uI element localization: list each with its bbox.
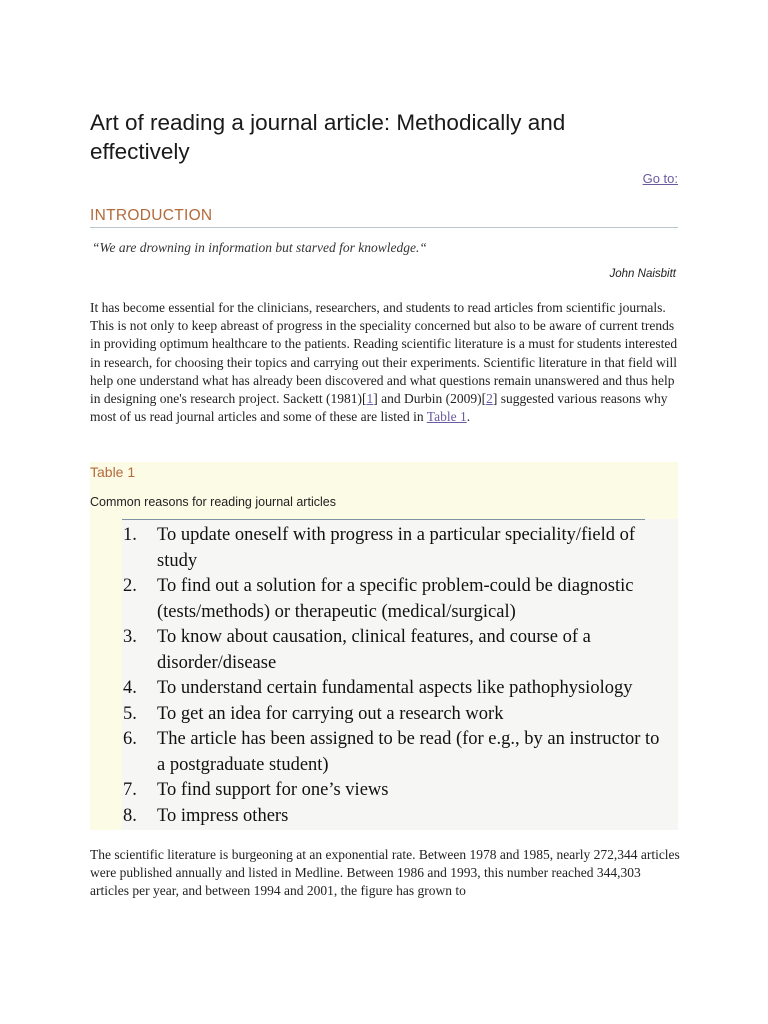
reason-item xyxy=(122,804,662,830)
epigraph-author: John Naisbitt xyxy=(609,268,676,280)
epigraph-quote: “We are drowning in information but starved for knowledge.“ xyxy=(92,240,427,255)
reasons-list xyxy=(122,523,662,829)
reason-item xyxy=(122,625,662,676)
goto-link[interactable]: Go to: xyxy=(642,171,678,186)
reason-item xyxy=(122,778,662,804)
intro-paragraph-2: The scientific literature is burgeoning at an exponential rate. Between 1978 and 1985, nearly 272,344 articles were published annually and listed in Medline. Between 1986 and 1993, this number reached 344,303 articles per year, and between 1994 and 2001, the figure has grown to xyxy=(90,847,680,899)
reason-text: To impress others xyxy=(157,805,289,826)
reason-number: 4. xyxy=(123,678,137,698)
reason-item xyxy=(122,702,662,728)
reason-number: 8. xyxy=(123,805,137,826)
reason-number: 7. xyxy=(123,780,137,800)
reason-item xyxy=(122,574,662,625)
para1-text-d: . xyxy=(466,409,471,425)
para1-text-b: ] and Durbin (2009)[ xyxy=(373,391,487,407)
table-label: Table 1 xyxy=(90,464,136,480)
reason-number: 1. xyxy=(123,525,137,545)
section-heading-introduction: INTRODUCTION xyxy=(90,207,678,228)
reference-link-2[interactable]: 2 xyxy=(486,391,493,407)
intro-paragraph-1 xyxy=(90,299,680,426)
para1-text-a: It has become essential for the clinicians, researchers, and students to read articles from scientific journals. This is not only to keep abreast of progress in the speciality concerned but also to be aware of current trends in providing optimum healthcare to the patients. Reading scientific literature is a must for students interested in research, for choosing their topics and carrying out their experiments. Scientific literature in that field will help one understand what has already been discovered and what questions remain unanswered and thus help in designing one's research project. Sackett (1981)[ xyxy=(90,300,678,407)
reason-text: To understand certain fundamental aspects like pathophysiology xyxy=(157,678,633,698)
reason-number: 3. xyxy=(123,627,137,647)
table-1-box xyxy=(90,462,678,830)
reason-text: To find out a solution for a specific problem-could be diagnostic (tests/methods) or therapeutic (medical/surgical) xyxy=(157,576,634,622)
table-1-image[interactable] xyxy=(122,519,678,830)
reason-text: To know about causation, clinical features, and course of a disorder/disease xyxy=(157,627,591,673)
para1-text-c: ] suggested various reasons why most of us read journal articles and some of these are listed in xyxy=(90,391,668,425)
reason-text: To get an idea for carrying out a research work xyxy=(157,703,504,724)
table-1-link[interactable]: Table 1 xyxy=(426,409,467,425)
reason-text: The article has been assigned to be read (for e.g., by an instructor to a postgraduate student) xyxy=(157,729,660,775)
reason-item xyxy=(122,676,662,702)
reason-item xyxy=(122,727,662,778)
article-title: Art of reading a journal article: Methodically and effectively xyxy=(90,110,566,164)
reason-number: 5. xyxy=(123,703,137,724)
table-caption: Common reasons for reading journal articles xyxy=(90,495,336,509)
reason-item xyxy=(122,523,662,574)
reason-text: To update oneself with progress in a particular speciality/field of study xyxy=(157,525,636,571)
reason-text: To find support for one’s views xyxy=(157,780,389,800)
reason-number: 6. xyxy=(123,729,137,749)
table-top-rule xyxy=(122,519,645,520)
reference-link-1[interactable]: 1 xyxy=(366,391,374,407)
reason-number: 2. xyxy=(123,576,137,596)
